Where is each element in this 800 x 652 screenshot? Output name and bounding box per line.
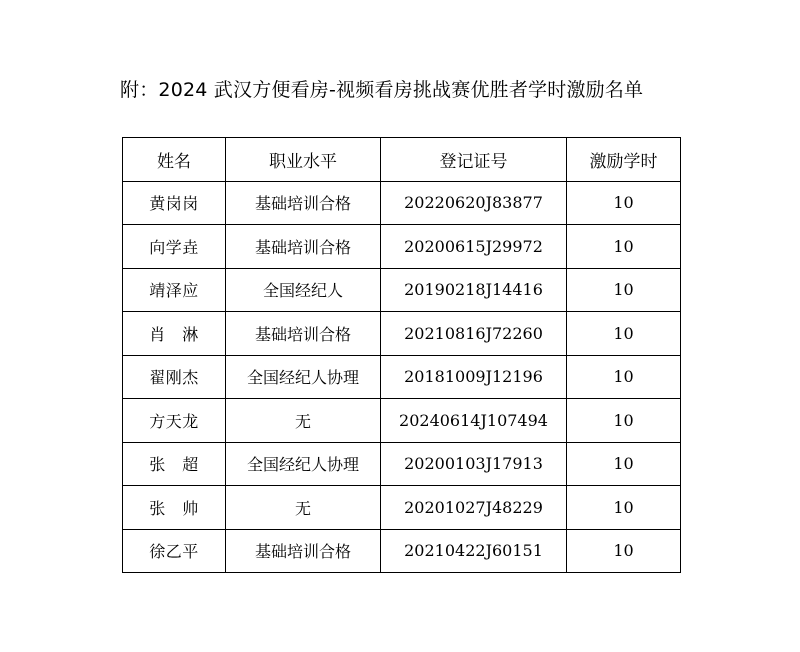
cell-name: 肖 淋 [123, 312, 226, 356]
table-row [123, 355, 681, 399]
cell-hours: 10 [567, 181, 681, 225]
award-table [122, 137, 681, 573]
header-hours: 激励学时 [567, 138, 681, 182]
cell-hours: 10 [567, 486, 681, 530]
cell-level: 无 [226, 486, 381, 530]
cell-level: 无 [226, 399, 381, 443]
cell-hours: 10 [567, 442, 681, 486]
cell-name: 向学垚 [123, 225, 226, 269]
cell-reg-no: 20200103J17913 [381, 442, 567, 486]
cell-name: 张 帅 [123, 486, 226, 530]
cell-hours: 10 [567, 399, 681, 443]
table-row [123, 268, 681, 312]
cell-reg-no: 20190218J14416 [381, 268, 567, 312]
cell-name: 张 超 [123, 442, 226, 486]
header-reg-no: 登记证号 [381, 138, 567, 182]
cell-level: 基础培训合格 [226, 181, 381, 225]
cell-hours: 10 [567, 529, 681, 573]
document-title: 附：2024 武汉方便看房-视频看房挑战赛优胜者学时激励名单 [120, 79, 644, 101]
header-level: 职业水平 [226, 138, 381, 182]
table-header-row [123, 138, 681, 182]
table-row [123, 225, 681, 269]
header-name: 姓名 [123, 138, 226, 182]
table-row [123, 399, 681, 443]
table-row [123, 442, 681, 486]
cell-hours: 10 [567, 312, 681, 356]
cell-reg-no: 20210816J72260 [381, 312, 567, 356]
cell-reg-no: 20181009J12196 [381, 355, 567, 399]
table-row [123, 181, 681, 225]
cell-reg-no: 20210422J60151 [381, 529, 567, 573]
cell-reg-no: 20240614J107494 [381, 399, 567, 443]
table-row [123, 529, 681, 573]
cell-name: 黄岗岗 [123, 181, 226, 225]
cell-level: 基础培训合格 [226, 225, 381, 269]
cell-level: 全国经纪人协理 [226, 355, 381, 399]
cell-name: 翟刚杰 [123, 355, 226, 399]
cell-level: 全国经纪人 [226, 268, 381, 312]
cell-hours: 10 [567, 225, 681, 269]
cell-level: 基础培训合格 [226, 529, 381, 573]
cell-name: 徐乙平 [123, 529, 226, 573]
cell-level: 基础培训合格 [226, 312, 381, 356]
cell-reg-no: 20200615J29972 [381, 225, 567, 269]
table-row [123, 312, 681, 356]
cell-name: 靖泽应 [123, 268, 226, 312]
cell-hours: 10 [567, 268, 681, 312]
table-row [123, 486, 681, 530]
cell-name: 方天龙 [123, 399, 226, 443]
cell-reg-no: 20201027J48229 [381, 486, 567, 530]
cell-level: 全国经纪人协理 [226, 442, 381, 486]
cell-reg-no: 20220620J83877 [381, 181, 567, 225]
cell-hours: 10 [567, 355, 681, 399]
